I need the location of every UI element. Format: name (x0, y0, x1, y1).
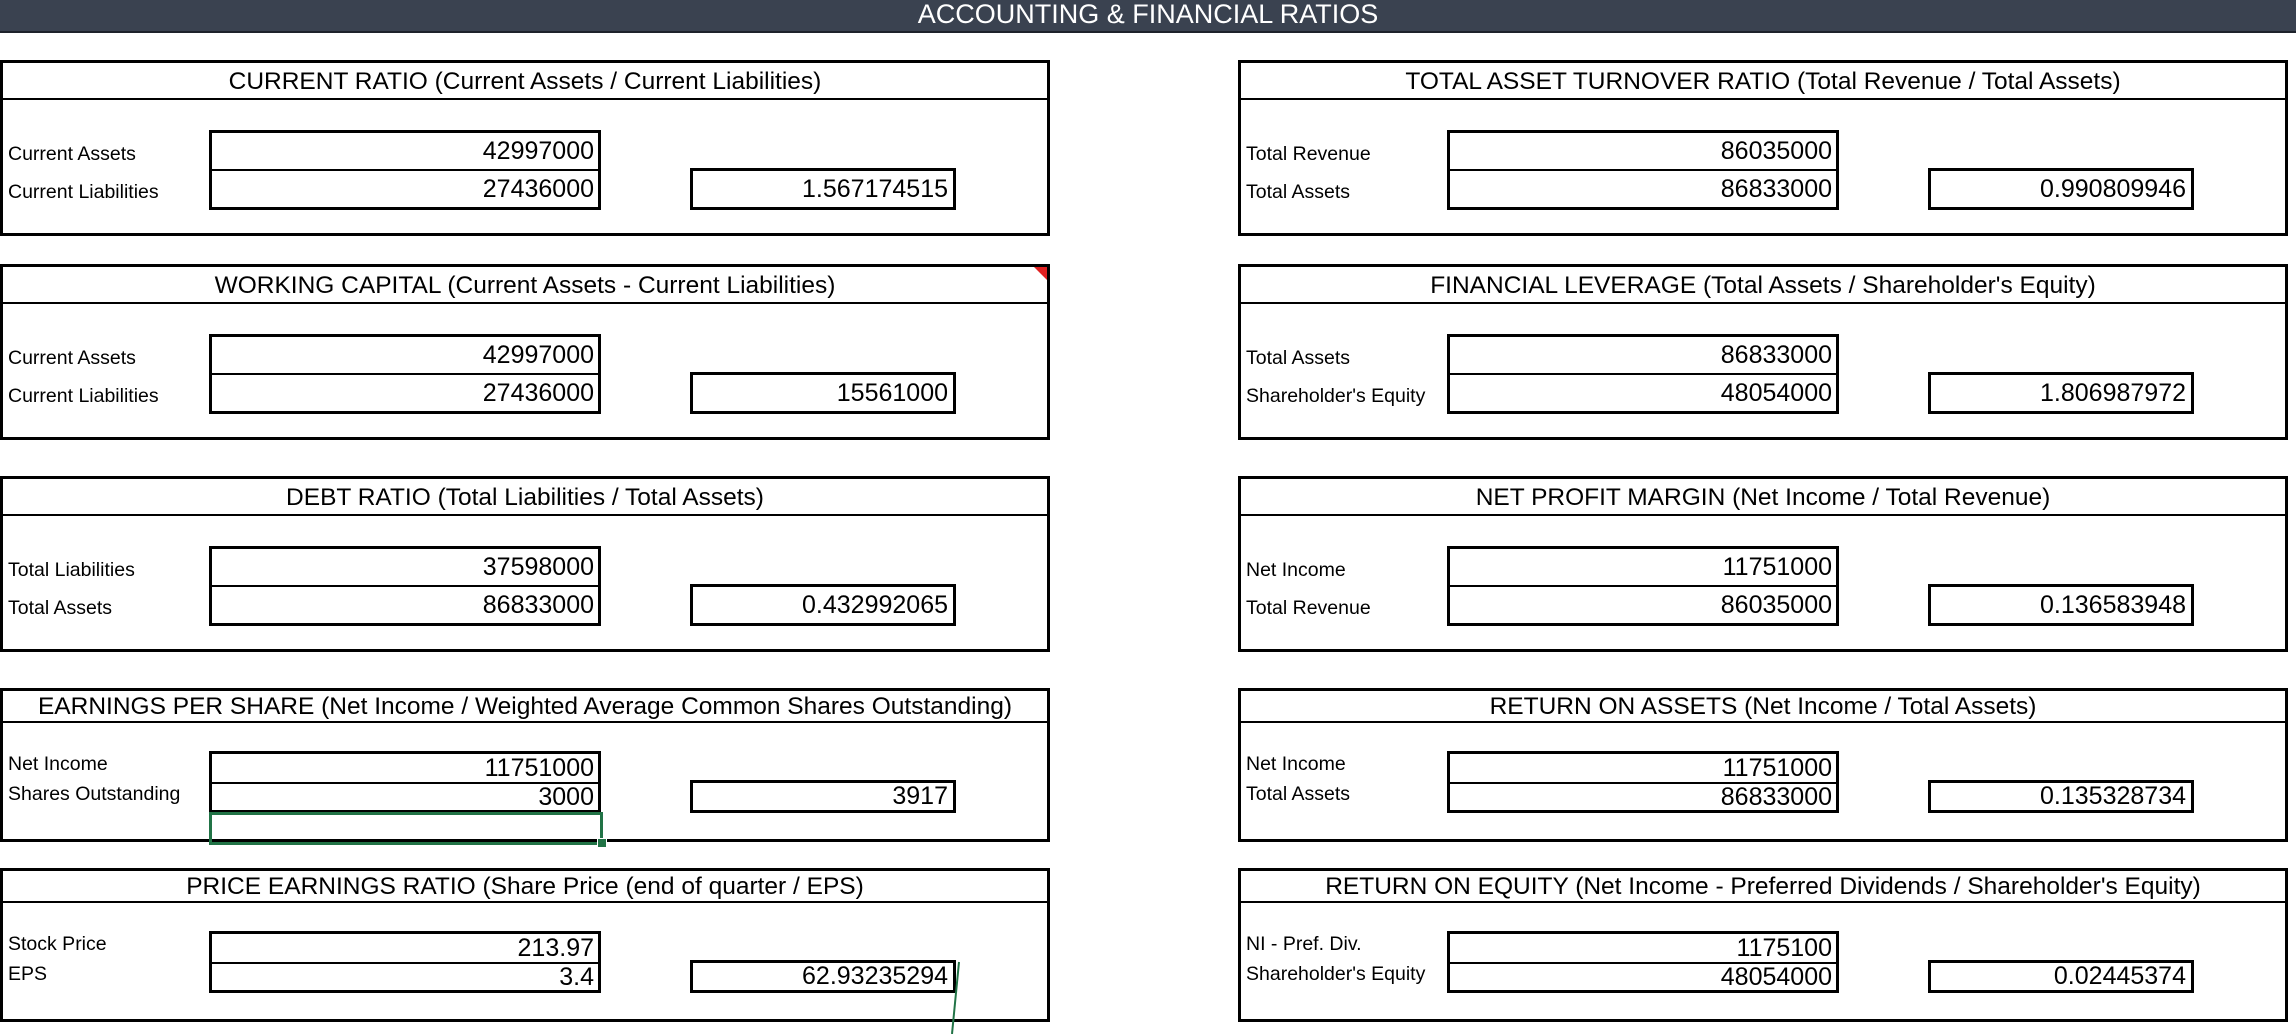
panel-title: RETURN ON ASSETS (Net Income / Total Assets) (1241, 691, 2285, 723)
value-cell[interactable]: 3.4 (559, 963, 594, 991)
value-cell[interactable]: 213.97 (212, 934, 598, 964)
input-values (209, 546, 601, 626)
input-values (209, 931, 601, 993)
return-on-equity-panel (1238, 868, 2288, 1022)
panel-title: PRICE EARNINGS RATIO (Share Price (end of quarter / EPS) (3, 871, 1047, 903)
input-values (1447, 546, 1839, 626)
row-label: Current Assets (8, 143, 136, 165)
input-values (209, 334, 601, 414)
row-label: Shareholder's Equity (1246, 963, 1426, 985)
debt-ratio-panel (0, 476, 1050, 652)
value-cell[interactable]: 86833000 (1450, 337, 1836, 375)
value-cell[interactable]: 86833000 (482, 591, 594, 619)
row-label: Current Liabilities (8, 181, 159, 203)
panel-title: NET PROFIT MARGIN (Net Income / Total Revenue) (1241, 479, 2285, 516)
panel-title: CURRENT RATIO (Current Assets / Current Liabilities) (3, 63, 1047, 100)
result-cell[interactable]: 0.02445374 (1928, 960, 2194, 993)
value-cell[interactable]: 3000 (538, 783, 594, 811)
result-cell[interactable]: 3917 (690, 780, 956, 813)
connector-line (940, 960, 960, 1034)
row-label: Current Liabilities (8, 385, 159, 407)
row-label: EPS (8, 963, 48, 985)
row-label: Total Revenue (1246, 143, 1371, 165)
panel-title: FINANCIAL LEVERAGE (Total Assets / Shareholder's Equity) (1241, 267, 2285, 304)
value-cell[interactable]: 11751000 (1450, 754, 1836, 784)
value-cell[interactable]: 42997000 (212, 337, 598, 375)
panel-title: TOTAL ASSET TURNOVER RATIO (Total Revenue / Total Assets) (1241, 63, 2285, 100)
result-cell[interactable]: 0.990809946 (1928, 168, 2194, 210)
financial-leverage-panel (1238, 264, 2288, 440)
value-cell[interactable]: 11751000 (1450, 549, 1836, 587)
value-cell[interactable]: 86035000 (1450, 133, 1836, 171)
value-cell[interactable]: 86833000 (1720, 783, 1832, 811)
row-label: Total Assets (1246, 347, 1351, 369)
row-label: Net Income (1246, 559, 1346, 581)
result-cell[interactable]: 0.432992065 (690, 584, 956, 626)
input-values (1447, 931, 1839, 993)
asset-turnover-panel (1238, 60, 2288, 236)
row-label: Net Income (8, 753, 108, 775)
selected-cell[interactable] (209, 812, 603, 845)
row-label: NI - Pref. Div. (1246, 933, 1362, 955)
value-cell[interactable]: 42997000 (212, 133, 598, 171)
row-label: Current Assets (8, 347, 136, 369)
comment-indicator[interactable] (1034, 267, 1047, 280)
row-label: Total Assets (1246, 783, 1351, 805)
value-cell[interactable]: 27436000 (482, 175, 594, 203)
row-label: Total Revenue (1246, 597, 1371, 619)
working-capital-panel (0, 264, 1050, 440)
result-cell[interactable]: 1.567174515 (690, 168, 956, 210)
value-cell[interactable]: 37598000 (212, 549, 598, 587)
panel-title: WORKING CAPITAL (Current Assets - Current Liabilities) (3, 267, 1047, 304)
row-label: Shares Outstanding (8, 783, 181, 805)
row-label: Shareholder's Equity (1246, 385, 1426, 407)
value-cell[interactable]: 11751000 (212, 754, 598, 784)
input-values (1447, 751, 1839, 813)
net-profit-margin-panel (1238, 476, 2288, 652)
result-cell[interactable]: 0.135328734 (1928, 780, 2194, 813)
sheet-title: ACCOUNTING & FINANCIAL RATIOS (0, 0, 2296, 33)
eps-panel (0, 688, 1050, 842)
row-label: Total Assets (1246, 181, 1351, 203)
value-cell[interactable]: 27436000 (482, 379, 594, 407)
row-label: Total Assets (8, 597, 113, 619)
result-cell[interactable]: 1.806987972 (1928, 372, 2194, 414)
input-values (209, 130, 601, 210)
result-cell[interactable]: 62.93235294 (690, 960, 956, 993)
row-label: Net Income (1246, 753, 1346, 775)
value-cell[interactable]: 86035000 (1720, 591, 1832, 619)
value-cell[interactable]: 1175100 (1450, 934, 1836, 964)
panel-title: DEBT RATIO (Total Liabilities / Total Assets) (3, 479, 1047, 516)
input-values (209, 751, 601, 813)
input-values (1447, 130, 1839, 210)
row-label: Stock Price (8, 933, 107, 955)
panel-title: EARNINGS PER SHARE (Net Income / Weighted Average Common Shares Outstanding) (3, 691, 1047, 723)
value-cell[interactable]: 48054000 (1720, 963, 1832, 991)
pe-ratio-panel (0, 868, 1050, 1022)
input-values (1447, 334, 1839, 414)
result-cell[interactable]: 15561000 (690, 372, 956, 414)
value-cell[interactable]: 86833000 (1720, 175, 1832, 203)
row-label: Total Liabilities (8, 559, 135, 581)
fill-handle[interactable] (597, 838, 607, 848)
current-ratio-panel (0, 60, 1050, 236)
return-on-assets-panel (1238, 688, 2288, 842)
result-cell[interactable]: 0.136583948 (1928, 584, 2194, 626)
value-cell[interactable]: 48054000 (1720, 379, 1832, 407)
panel-title: RETURN ON EQUITY (Net Income - Preferred Dividends / Shareholder's Equity) (1241, 871, 2285, 903)
